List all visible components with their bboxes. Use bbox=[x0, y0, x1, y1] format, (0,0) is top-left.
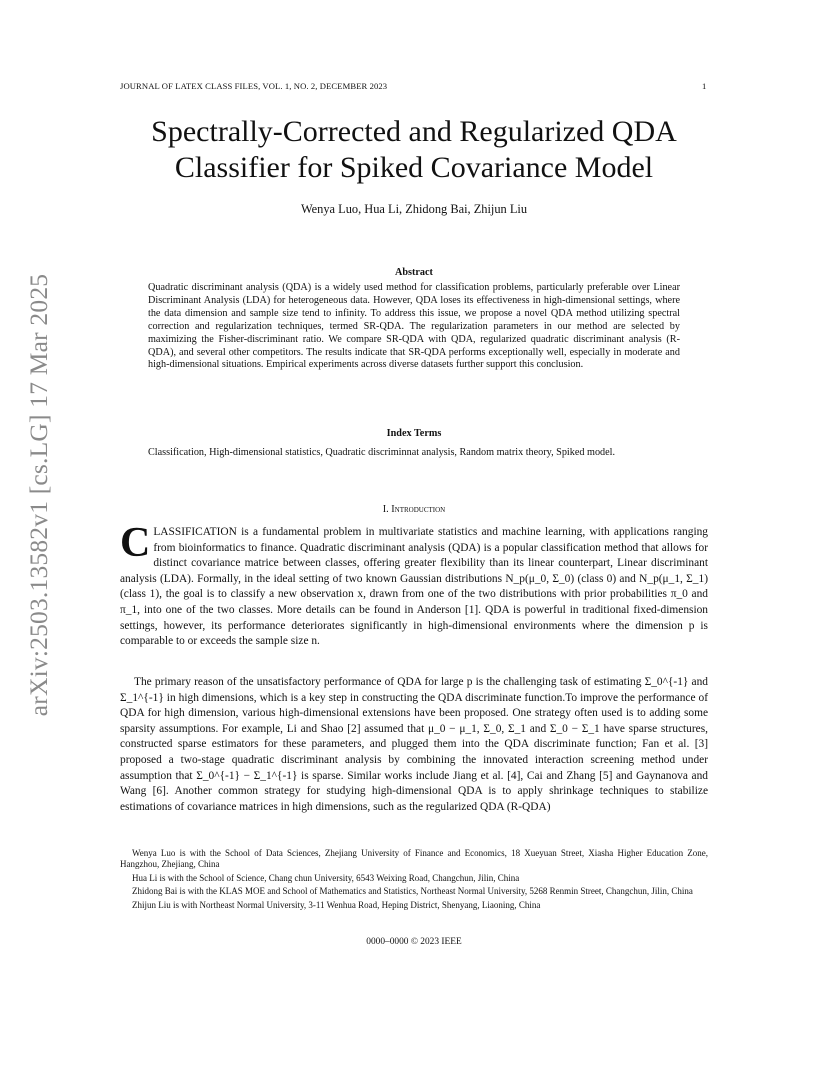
index-terms-text: Classification, High-dimensional statistics, Quadratic discriminnat analysis, Random matrix theory, Spiked model. bbox=[148, 447, 616, 458]
intro-paragraph-2: The primary reason of the unsatisfactory performance of QDA for large p is the challenging task of estimating Σ_0^{-1} and Σ_1^{-1} in high dimensions, which is a key step in constructing the QDA discriminate function.To improve the performance of QDA for high dimension, various high-dimensional extensions have been proposed. One strategy often used is to adding some sparsity assumptions. For example, Li and Shao [2] assumed that μ_0 − μ_1, Σ_0, Σ_1 and Σ_0 − Σ_1 have sparse structures, constructed sparse estimators for these parameters, and plugged them into the QDA discriminate function; Fan et al. [3] proposed a two-stage quadratic discriminant analysis by combining the innovated interaction screening method under assumption that Σ_0^{-1} − Σ_1^{-1} is sparse. Similar works include Jiang et al. [4], Cai and Zhang [5] and Gaynanova and Wang [6]. Another common strategy for studying high-dimensional QDA is to apply shrinkage techniques to stabilize estimations of covariance matrices in high dimensions, such as the regularized QDA (R-QDA) bbox=[120, 676, 708, 813]
footnote: Zhijun Liu is with Northeast Normal University, 3-11 Wenhua Road, Heping District, Shenyang, Liaoning, China bbox=[132, 899, 541, 910]
page-number: 1 bbox=[702, 81, 707, 91]
author-list: Wenya Luo, Hua Li, Zhidong Bai, Zhijun Liu bbox=[300, 202, 528, 216]
footnote: Hua Li is with the School of Science, Chang chun University, 6543 Weixing Road, Changchun, Jilin, China bbox=[132, 872, 520, 883]
author-affiliations bbox=[120, 848, 708, 913]
section-title: Introduction bbox=[391, 504, 446, 515]
copyright-notice: 0000–0000 © 2023 IEEE bbox=[366, 937, 462, 947]
intro-paragraph-1-text: LASSIFICATION is a fundamental problem in multivariate statistics and machine learning, with applications ranging from bioinformatics to finance. Quadratic discriminant analysis (QDA) is a popular classification method that allows for distinct covariance matrice between classes, offering greater flexibility than its linear counterpart, Linear discriminant analysis (LDA). Formally, in the ideal setting of two known Gaussian distributions N_p(μ_0, Σ_0) (class 0) and N_p(μ_1, Σ_1) (class 1), the goal is to classify a new observation x, drawn from one of the two distributions with prior probabilities π_0 and π_1, into one of the two classes. More details can be found in Anderson [1]. QDA is powerful in traditional fixed-dimension settings, however, its performance deteriorates significantly in high-dimensional environments where the dimension p is comparable to or exceeds the sample size n. bbox=[120, 526, 708, 648]
drop-cap: C bbox=[120, 520, 151, 566]
footnote: Zhidong Bai is with the KLAS MOE and School of Mathematics and Statistics, Northeast Normal University, 5268 Renmin Street, Changchun, Jilin, China bbox=[132, 886, 693, 897]
intro-paragraph-1 bbox=[120, 520, 708, 650]
section-heading bbox=[100, 504, 728, 515]
paper-title bbox=[100, 114, 728, 186]
abstract-heading: Abstract bbox=[395, 267, 433, 278]
arxiv-identifier bbox=[24, 255, 54, 735]
running-header: JOURNAL OF LATEX CLASS FILES, VOL. 1, NO. 2, DECEMBER 2023 bbox=[120, 81, 388, 91]
title-line-1: Spectrally-Corrected and Regularized QDA bbox=[151, 115, 677, 148]
title-line-2: Classifier for Spiked Covariance Model bbox=[174, 151, 654, 184]
abstract-text: Quadratic discriminant analysis (QDA) is a widely used method for classification problems, particularly preferable over Linear Discriminant Analysis (LDA) for heterogeneous data. However, QDA loses its effectiveness in high-dimensional settings, where the data dimension and sample size tend to infinity. To address this issue, we propose a novel QDA method utilizing spectral correction and regularization techniques, termed SR-QDA. The regularization parameters in our method are selected by maximizing the Fisher-discriminant ratio. We compare SR-QDA with QDA, regularized quadratic discriminant analysis (R-QDA), and several other competitors. The results indicate that SR-QDA performs exceptionally well, especially in moderate and high-dimensional situations. Empirical experiments across diverse datasets further support this conclusion. bbox=[148, 282, 680, 371]
arxiv-identifier-text: arXiv:2503.13582v1 [cs.LG] 17 Mar 2025 bbox=[24, 273, 53, 717]
section-number: I. bbox=[382, 504, 389, 515]
footnote: Wenya Luo is with the School of Data Sciences, Zhejiang University of Finance and Economics, 18 Xueyuan Street, Xiasha Higher Education Zone, Hangzhou, Zhejiang, China bbox=[120, 848, 708, 870]
index-terms-heading: Index Terms bbox=[386, 428, 442, 439]
